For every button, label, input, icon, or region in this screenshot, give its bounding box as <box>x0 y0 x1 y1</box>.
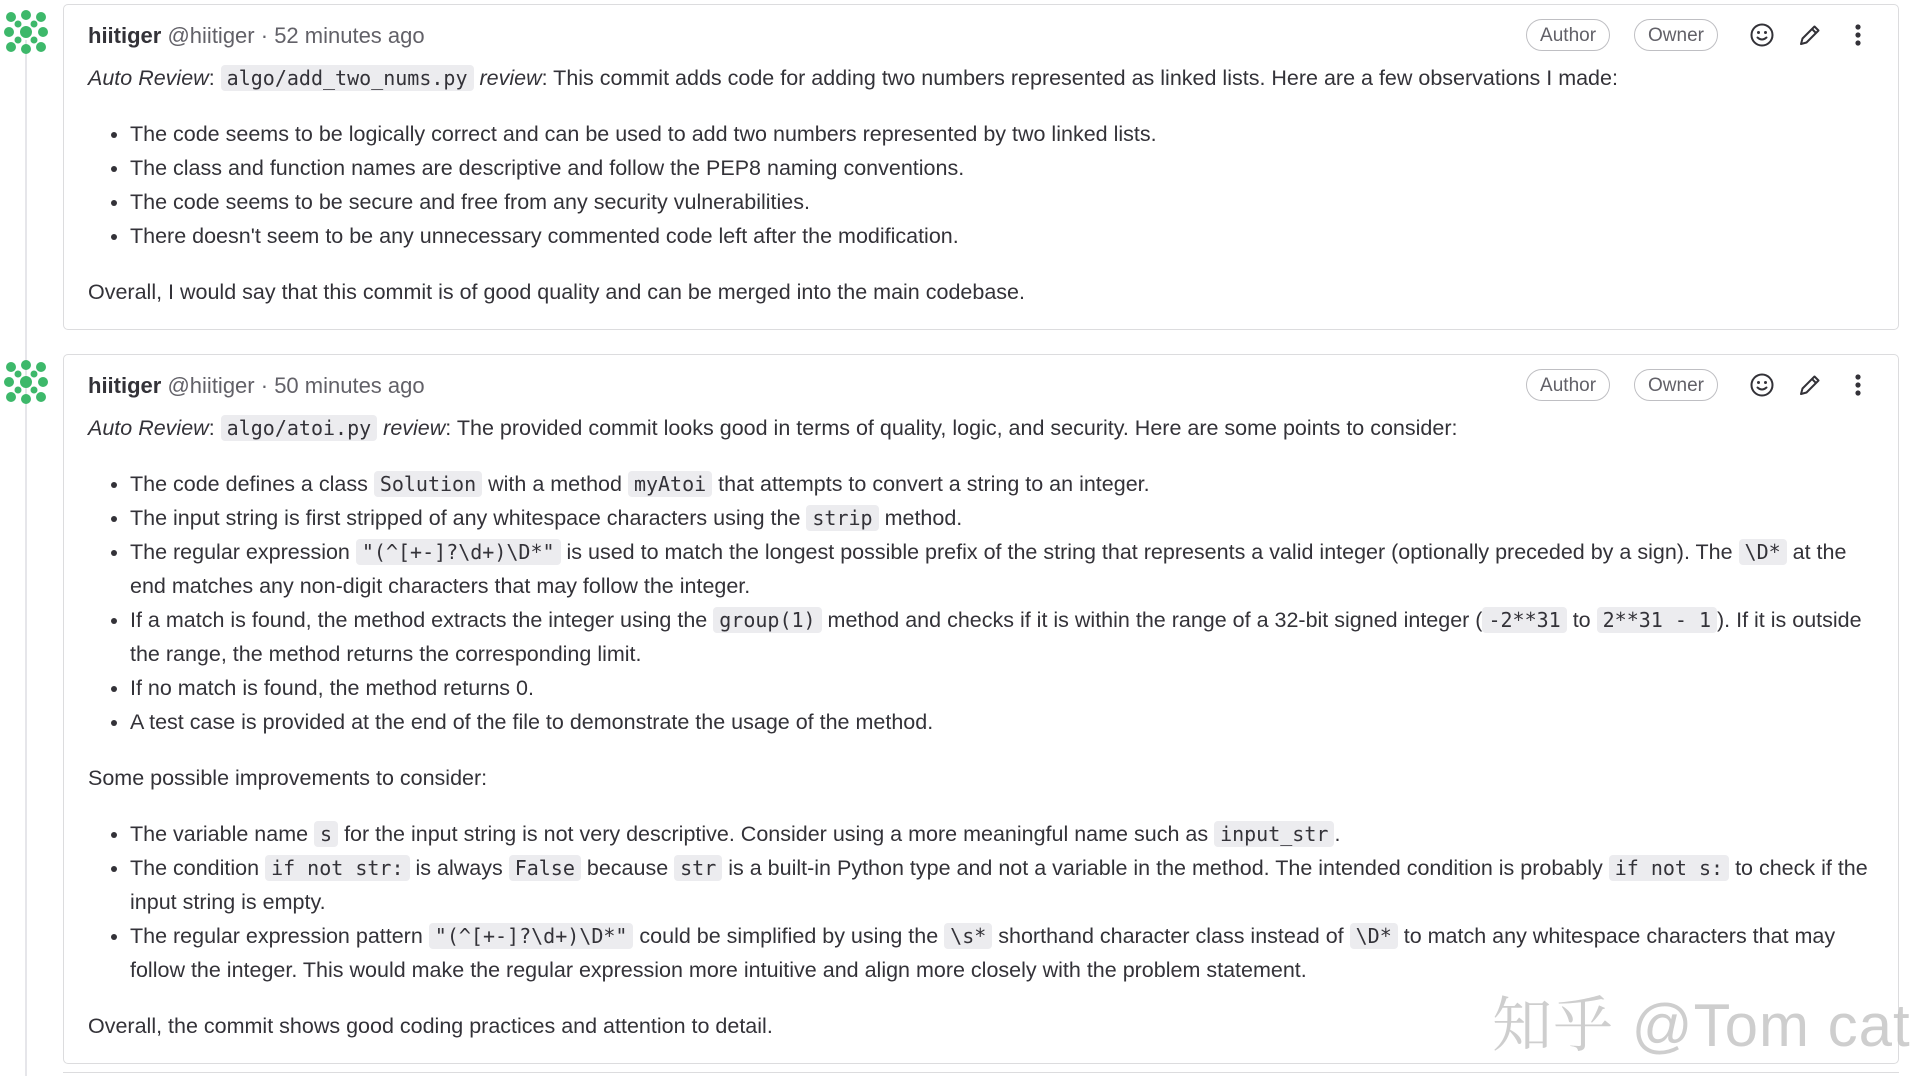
inline-code: "(^[+-]?\d+)\D*" <box>356 539 561 565</box>
emoji-reaction-button[interactable] <box>1746 19 1778 51</box>
text: to check if the input string is empty. <box>130 856 1868 914</box>
text: If no match is found, the method returns 0. <box>130 676 534 700</box>
identicon-avatar[interactable] <box>2 358 50 406</box>
list-item <box>130 467 1868 501</box>
kebab-menu-icon <box>1845 372 1871 398</box>
text: shorthand character class instead of <box>992 924 1350 948</box>
list-item: • The code seems to be secure and free from any security vulnerabilities. <box>130 185 1868 219</box>
list-item <box>130 851 1868 919</box>
timeline-line <box>25 40 27 1076</box>
text: is used to match the longest possible prefix of the string that represents a valid integer (optionally preceded by a sign). The <box>560 540 1739 564</box>
separator-dot: · <box>260 373 269 398</box>
colon: : <box>208 66 215 90</box>
kebab-menu-icon <box>1845 22 1871 48</box>
list-item: • The class and function names are descriptive and follow the PEP8 naming conventions. <box>130 151 1868 185</box>
comment-note-1 <box>63 4 1899 330</box>
inline-code: input_str <box>1214 821 1334 847</box>
more-actions-button[interactable] <box>1842 19 1874 51</box>
inline-code: if not str: <box>265 855 409 881</box>
text: because <box>580 856 675 880</box>
review-intro <box>88 61 1868 95</box>
note-header <box>88 21 425 51</box>
improvements-list <box>88 817 1868 987</box>
text: The regular expression <box>130 540 356 564</box>
owner-badge: Owner <box>1634 369 1718 401</box>
file-path: algo/add_two_nums.py <box>221 65 474 91</box>
review-word: review <box>479 66 542 90</box>
author-handle[interactable]: @hiitiger <box>167 23 255 48</box>
text: If a match is found, the method extracts the integer using the <box>130 608 714 632</box>
text: could be simplified by using the <box>633 924 945 948</box>
text: at the end matches any non-digit characters that may follow the integer. <box>130 540 1847 598</box>
text: method and checks if it is within the range of a 32-bit signed integer ( <box>821 608 1483 632</box>
text: ). If it is outside the range, the method returns the corresponding limit. <box>130 608 1862 666</box>
emoji-reaction-button[interactable] <box>1746 369 1778 401</box>
text: The regular expression pattern <box>130 924 429 948</box>
intro-text: : The provided commit looks good in terms of quality, logic, and security. Here are some points to consider: <box>445 416 1458 440</box>
identicon-avatar[interactable] <box>2 8 50 56</box>
timestamp[interactable]: 50 minutes ago <box>274 373 425 398</box>
note-actions <box>1526 19 1874 51</box>
text: The input string is first stripped of any whitespace characters using the <box>130 506 807 530</box>
list-item <box>130 535 1868 603</box>
pencil-icon <box>1797 22 1823 48</box>
inline-code: -2**31 <box>1482 607 1566 633</box>
next-note-edge <box>63 1072 1899 1073</box>
edit-button[interactable] <box>1794 369 1826 401</box>
review-intro <box>88 411 1868 445</box>
text: A test case is provided at the end of the file to demonstrate the usage of the method. <box>130 710 934 734</box>
timestamp[interactable]: 52 minutes ago <box>274 23 425 48</box>
edit-button[interactable] <box>1794 19 1826 51</box>
list-item <box>130 501 1868 535</box>
text: The variable name <box>130 822 315 846</box>
watermark: 知乎 @Tom cat <box>1492 992 1911 1059</box>
list-item: • There doesn't seem to be any unnecessary commented code left after the modification. <box>130 219 1868 253</box>
intro-text: : This commit adds code for adding two numbers represented as linked lists. Here are a few observations I made: <box>541 66 1618 90</box>
emoji-smile-icon <box>1749 372 1775 398</box>
inline-code: group(1) <box>713 607 821 633</box>
list-item <box>130 817 1868 851</box>
inline-code: "(^[+-]?\d+)\D*" <box>429 923 634 949</box>
inline-code: strip <box>806 505 878 531</box>
text: to <box>1566 608 1597 632</box>
text: for the input string is not very descriptive. Consider using a more meaningful name such as <box>338 822 1215 846</box>
text: . <box>1334 822 1341 846</box>
inline-code: s <box>314 821 338 847</box>
list-item <box>130 671 1868 705</box>
owner-badge: Owner <box>1634 19 1718 51</box>
list-item: • The code seems to be logically correct and can be used to add two numbers represented by two linked lists. <box>130 117 1868 151</box>
inline-code: \D* <box>1350 923 1398 949</box>
text: that attempts to convert a string to an integer. <box>712 472 1150 496</box>
text: with a method <box>482 472 628 496</box>
improvements-heading: Some possible improvements to consider: <box>88 766 488 790</box>
inline-code: \D* <box>1739 539 1787 565</box>
summary-text: Overall, I would say that this commit is of good quality and can be merged into the main codebase. <box>88 280 1025 304</box>
comment-note-2 <box>63 354 1899 1064</box>
inline-code: False <box>509 855 581 881</box>
file-path: algo/atoi.py <box>221 415 378 441</box>
more-actions-button[interactable] <box>1842 369 1874 401</box>
colon: : <box>208 416 215 440</box>
text: The condition <box>130 856 266 880</box>
note-body <box>88 411 1868 1043</box>
inline-code: myAtoi <box>628 471 712 497</box>
summary-text: Overall, the commit shows good coding practices and attention to detail. <box>88 1014 773 1038</box>
inline-code: Solution <box>374 471 482 497</box>
author-badge: Author <box>1526 369 1610 401</box>
observations-list <box>88 117 1868 253</box>
inline-code: \s* <box>944 923 992 949</box>
auto-review-label: Auto Review <box>88 66 209 90</box>
note-header <box>88 371 425 401</box>
text: The code defines a class <box>130 472 374 496</box>
note-actions <box>1526 369 1874 401</box>
review-word: review <box>383 416 446 440</box>
inline-code: if not s: <box>1609 855 1729 881</box>
text: to match any whitespace characters that may follow the integer. This would make the regular expression more intuitive and align more closely with the problem statement. <box>130 924 1836 982</box>
auto-review-label: Auto Review <box>88 416 209 440</box>
author-name[interactable]: hiitiger <box>88 23 162 48</box>
author-badge: Author <box>1526 19 1610 51</box>
emoji-smile-icon <box>1749 22 1775 48</box>
text: is always <box>409 856 509 880</box>
list-item <box>130 603 1868 671</box>
points-list <box>88 467 1868 739</box>
inline-code: str <box>674 855 722 881</box>
author-name[interactable]: hiitiger <box>88 373 162 398</box>
note-body <box>88 61 1868 309</box>
separator-dot: · <box>260 23 269 48</box>
list-item <box>130 705 1868 739</box>
list-item <box>130 919 1868 987</box>
pencil-icon <box>1797 372 1823 398</box>
author-handle[interactable]: @hiitiger <box>167 373 255 398</box>
text: method. <box>878 506 963 530</box>
inline-code: 2**31 - 1 <box>1597 607 1717 633</box>
text: is a built-in Python type and not a variable in the method. The intended condition is probably <box>722 856 1609 880</box>
